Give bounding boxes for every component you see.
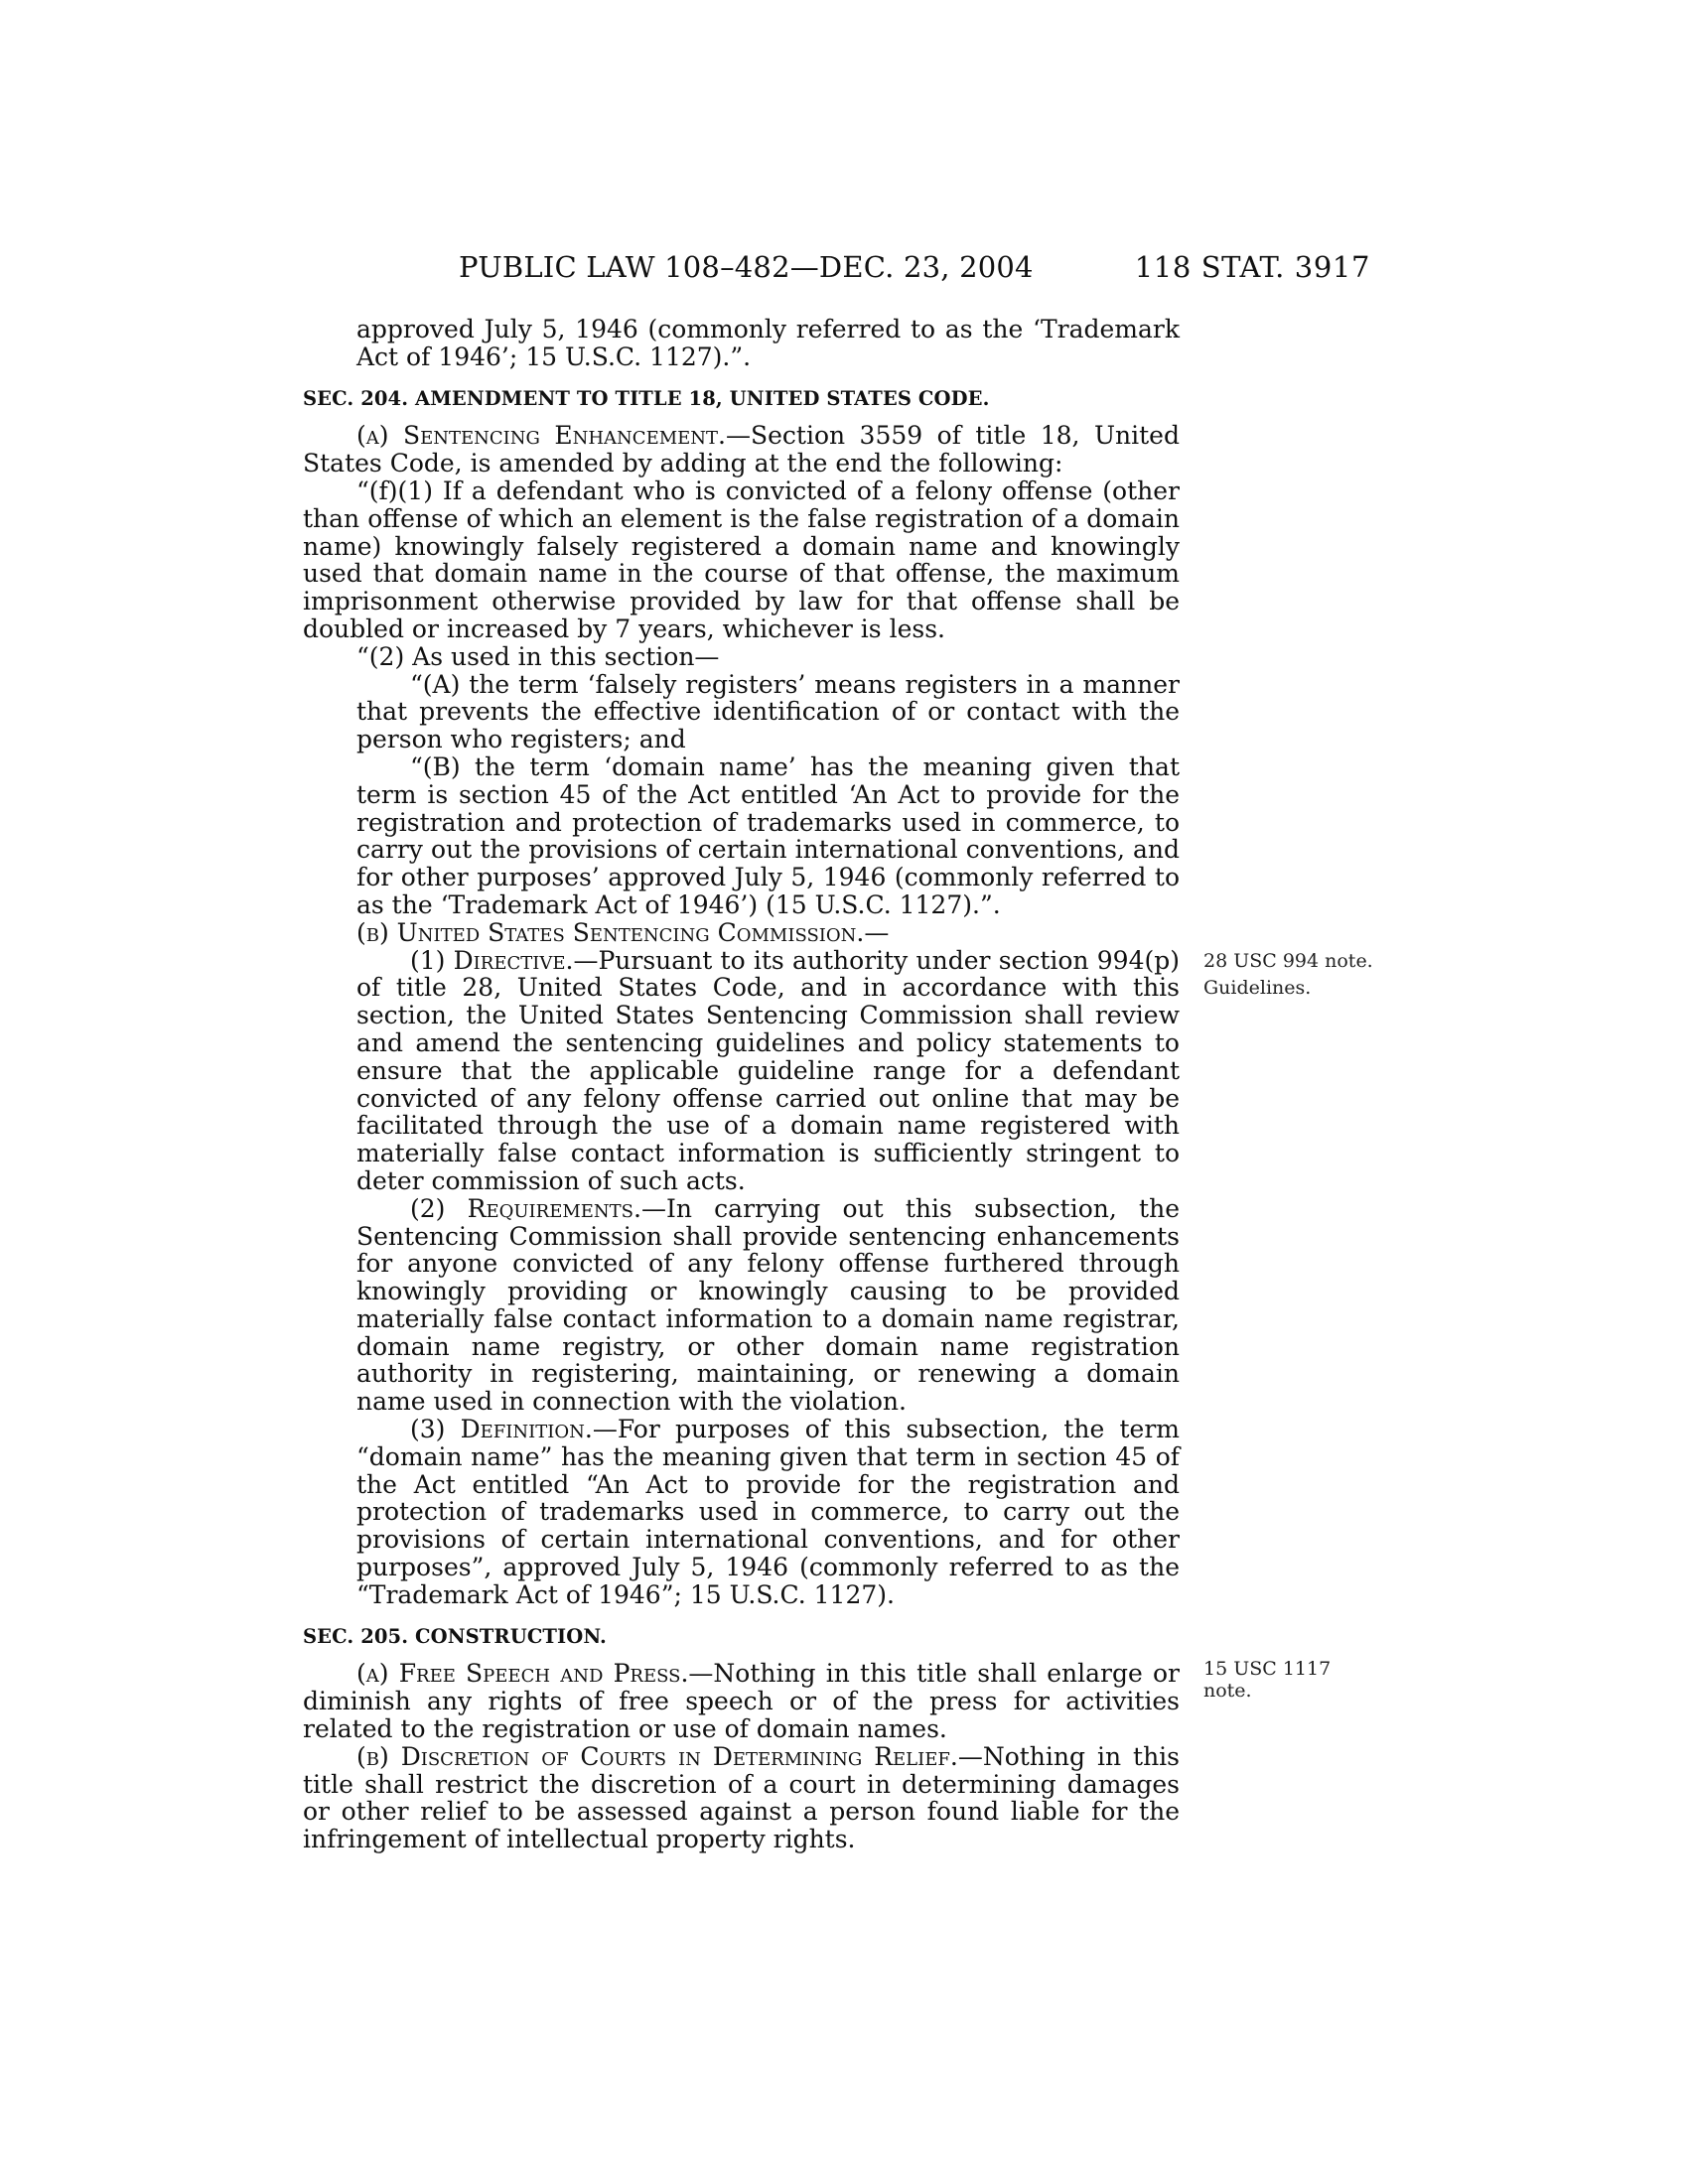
section-204-b1-text: —Pursuant to its authority under section 994(p) of title 28, United States Code, and in accordance with this section, the United States Sentencing Commission shall review and amend the sentencing guidelines and policy statements to ensure that the applicable guideline range for a defendant convicted of any felony offense carried out online that may be facilitated through the use of a domain name registered with materially false contact information is sufficiently stringent to deter commission of such acts. xyxy=(356,945,1180,1195)
section-205-b-text: —Nothing in this title shall restrict the discretion of a court in determining damages or other relief to be assessed against a person found liable for the infringement of intellectual property rights. xyxy=(303,1741,1180,1854)
section-204-b2-text: —In carrying out this subsection, the Sentencing Commission shall provide sentencing enhancements for anyone convicted of any felony offense furthered through knowingly providing or knowingly causing to be provided materially false contact information to a domain name registrar, domain name registry, or other domain name registration authority in registering, maintaining, or renewing a domain name used in connection with the violation. xyxy=(356,1193,1180,1417)
section-204-b2 xyxy=(303,1195,1180,1416)
section-204-b2-label: (2) Requirements. xyxy=(410,1193,641,1223)
section-204-b3-label: (3) Definition. xyxy=(410,1415,593,1444)
section-204-f2: “(2) As used in this section— xyxy=(356,641,720,671)
section-204-b-label: (b) United States Sentencing Commission. xyxy=(356,917,865,947)
margin-note-guidelines: Guidelines. xyxy=(1203,977,1312,999)
section-204-b3-text: —For purposes of this subsection, the term “domain name” has the meaning given that term in section 45 of the Act entitled “An Act to provide for the registration and protection of trademarks used in commerce, to carry out the provisions of certain international conventions, and for other purposes”, approved July 5, 1946 (commonly referred to as the “Trademark Act of 1946”; 15 U.S.C. 1127). xyxy=(356,1415,1180,1609)
section-204-a-label: (a) Sentencing Enhancement. xyxy=(356,421,726,451)
section-204-fA: “(A) the term ‘falsely registers’ means registers in a manner that prevents the effective identification of or contact with the person who registers; and xyxy=(356,669,1180,754)
continued-paragraph: approved July 5, 1946 (commonly referred to as the ‘Trademark Act of 1946’; 15 U.S.C. 1127).”. xyxy=(356,315,1180,371)
page-header xyxy=(459,250,1370,290)
margin-note-usc-1117: 15 USC 1117 note. xyxy=(1203,1658,1332,1702)
section-204-b xyxy=(303,919,1180,947)
section-204-b1 xyxy=(303,947,1180,1195)
statute-page-number: 118 STAT. 3917 xyxy=(1134,250,1370,284)
section-205-heading: SEC. 205. CONSTRUCTION. xyxy=(303,1624,607,1648)
section-204-f1: “(f)(1) If a defendant who is convicted of a felony offense (other than offense of which an element is the false registration of a domain name) knowingly falsely registered a domain name and knowingly used that domain name in the course of that offense, the maximum imprisonment otherwise provided by law for that offense shall be doubled or increased by 7 years, whichever is less. xyxy=(303,476,1180,643)
section-204-b3 xyxy=(303,1416,1180,1609)
section-205-a-text: —Nothing in this title shall enlarge or diminish any rights of free speech or of the press for activities related to the registration or use of domain names. xyxy=(303,1659,1180,1744)
margin-note-usc-994: 28 USC 994 note. xyxy=(1203,950,1373,972)
section-204-a xyxy=(303,422,1180,478)
section-205-b-label: (b) Discretion of Courts in Determining Relief. xyxy=(356,1741,958,1771)
section-204-b-text: — xyxy=(864,917,890,947)
section-205-a-label: (a) Free Speech and Press. xyxy=(356,1659,689,1689)
section-205-a xyxy=(303,1660,1180,1742)
body-text xyxy=(303,316,1180,1853)
section-204-fB: “(B) the term ‘domain name’ has the meaning given that term is section 45 of the Act entitled ‘An Act to provide for the registration and protection of trademarks used in commerce, to carry out the provisions of certain international conventions, and for other purposes’ approved July 5, 1946 (commonly referred to as the ‘Trademark Act of 1946’) (15 U.S.C. 1127).”. xyxy=(356,751,1180,919)
section-205-b xyxy=(303,1743,1180,1853)
section-204-a-text: —Section 3559 of title 18, United States Code, is amended by adding at the end the following: xyxy=(303,421,1180,478)
running-head-title: PUBLIC LAW 108–482—DEC. 23, 2004 xyxy=(459,250,1034,284)
section-204-heading: SEC. 204. AMENDMENT TO TITLE 18, UNITED STATES CODE. xyxy=(303,386,990,410)
section-204-b1-label: (1) Directive. xyxy=(410,945,574,975)
